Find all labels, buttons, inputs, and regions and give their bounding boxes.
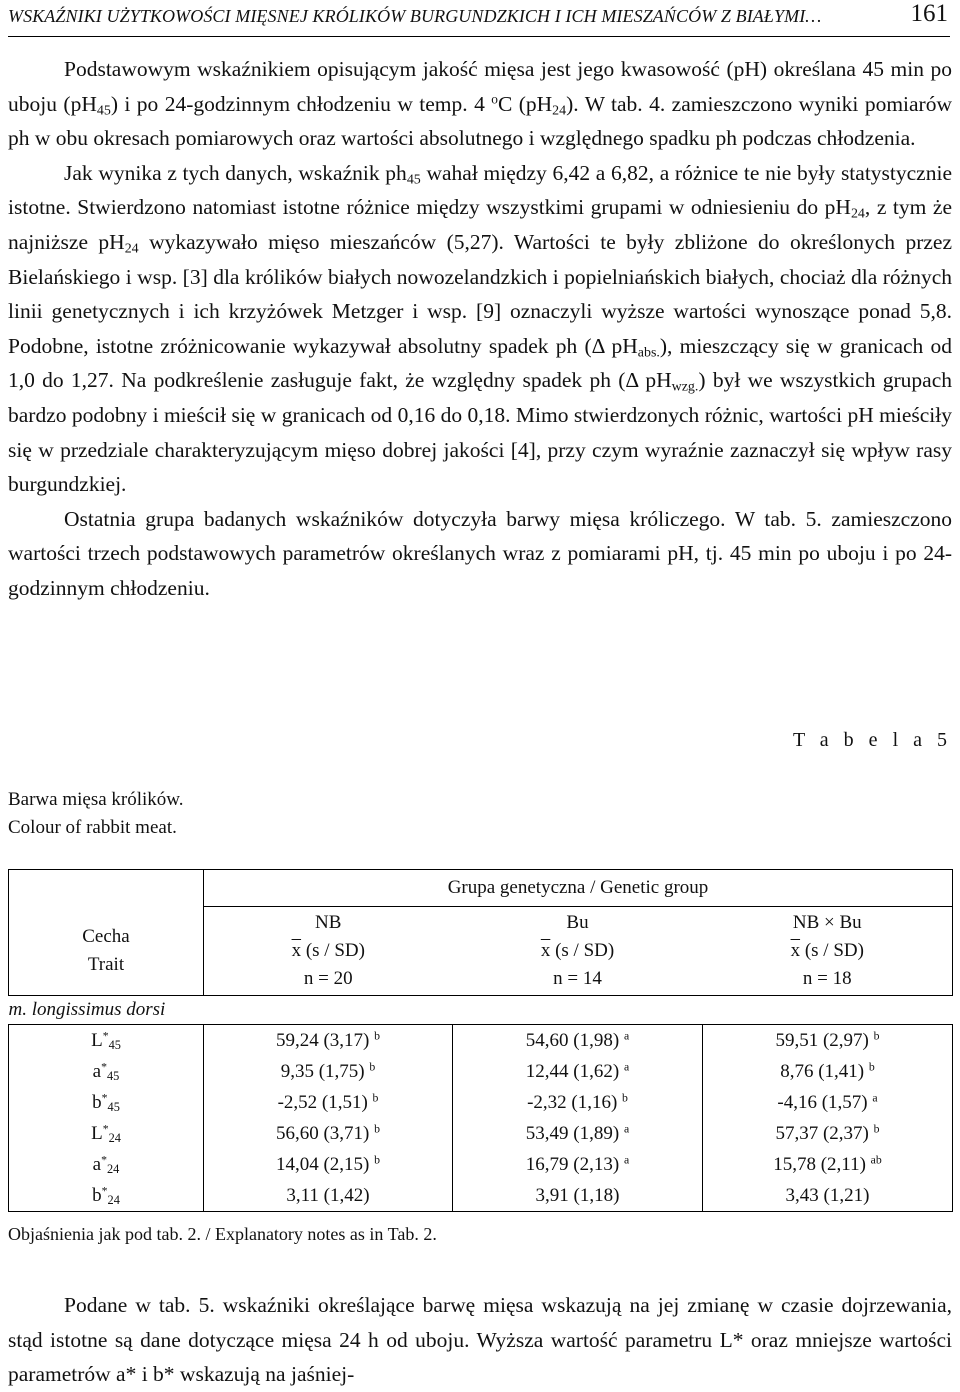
column-n: n = 14 bbox=[553, 968, 602, 989]
paragraph-1: Podstawowym wskaźnikiem opisującym jakość mięsa jest jego kwasowość (pH) określana 45 min po uboju $(pH_{45})$ i po 24-godzinnym chłodzeniu w temp. 4 $^o$C $(pH_{24})$. W tab. 4. zamieszczono wyniki pomiarów ph w obu okresach pomiarowych oraz wartości absolutnego i względnego spadku ph podczas chłodzenia. bbox=[8, 57, 952, 151]
column-name: NB bbox=[315, 912, 342, 933]
table-body bbox=[9, 1025, 953, 1212]
trait-cell: $a^*_{24}$ bbox=[9, 1149, 204, 1180]
trait-cell: $b^*_{24}$ bbox=[9, 1180, 204, 1212]
trait-cell: $L^*_{24}$ bbox=[9, 1118, 204, 1149]
column-name: NB × Bu bbox=[792, 912, 862, 933]
column-header-nb: NB $\overline{x}$ (s / SD) n = 20 bbox=[204, 907, 453, 996]
value-cell: 59,24 (3,17) $^b$ bbox=[204, 1025, 453, 1057]
table-label: T a b e l a 5 bbox=[792, 729, 952, 751]
trait-header-spacer bbox=[9, 870, 204, 907]
value-cell: 3,11 (1,42) bbox=[204, 1180, 453, 1212]
column-name: Bu bbox=[566, 912, 589, 933]
value-cell: -4,16 (1,57) $^a$ bbox=[703, 1087, 953, 1118]
paragraph-3: Ostatnia grupa badanych wskaźników dotyczyła barwy mięsa króliczego. W tab. 5. zamieszczono wartości trzech podstawowych parametrów określanych wraz z pomiarami pH, tj. 45 min po uboju i po 24-godzinnym chłodzeniu. bbox=[8, 506, 952, 600]
table-row bbox=[9, 1149, 953, 1180]
value-cell: 59,51 (2,97) $^b$ bbox=[703, 1025, 953, 1057]
page-number: 161 bbox=[910, 0, 948, 27]
value-cell: 8,76 (1,41) $^b$ bbox=[703, 1056, 953, 1087]
mean-symbol: $\overline{x}$ bbox=[540, 940, 551, 961]
muscle-label: m. longissimus dorsi bbox=[9, 996, 953, 1025]
caption-english: Colour of rabbit meat. bbox=[8, 817, 177, 838]
group-header: Grupa genetyczna / Genetic group bbox=[204, 870, 953, 907]
caption-polish: Barwa mięsa królików. bbox=[8, 789, 184, 810]
value-cell: 56,60 (3,71) $^b$ bbox=[204, 1118, 453, 1149]
value-cell: 57,37 (2,37) $^b$ bbox=[703, 1118, 953, 1149]
mean-symbol: $\overline{x}$ bbox=[790, 940, 801, 961]
body-text-upper bbox=[8, 52, 952, 606]
table-caption bbox=[8, 786, 184, 842]
value-cell: 3,43 (1,21) bbox=[703, 1180, 953, 1212]
value-cell: -2,32 (1,16) $^b$ bbox=[453, 1087, 703, 1118]
table-row bbox=[9, 1056, 953, 1087]
value-cell: 16,79 (2,13) $^a$ bbox=[453, 1149, 703, 1180]
table-row bbox=[9, 1087, 953, 1118]
paragraph-4: Podane w tab. 5. wskaźniki określające barwę mięsa wskazują na jej zmianę w czasie dojrzewania, stąd istotne są dane dotyczące mięsa 24 h od uboju. Wyższa wartość parametru L* oraz mniejsze wartości parametrów a* i b* wskazują na jaśniej- bbox=[8, 1293, 952, 1387]
column-n: n = 20 bbox=[303, 968, 353, 989]
running-title: WSKAŹNIKI UŻYTKOWOŚCI MIĘSNEJ KRÓLIKÓW BURGUNDZKICH I ICH MIESZAŃCÓW Z BIAŁYMI… bbox=[8, 6, 822, 26]
column-n: n = 18 bbox=[802, 968, 852, 989]
value-cell: 3,91 (1,18) bbox=[453, 1180, 703, 1212]
table-row bbox=[9, 1025, 953, 1057]
trait-cell: $b^*_{45}$ bbox=[9, 1087, 204, 1118]
paragraph-2: Jak wynika z tych danych, wskaźnik $ph_{45}$ wahał między 6,42 a 6,82, a różnice te nie były statystycznie istotne. Stwierdzono natomiast istotne różnice między wszystkimi grupami w odniesieniu do $pH_{24}$, z tym że najniższe $pH_{24}$ wykazywało mięso mieszańców (5,27). Wartości te były zbliżone do określonych przez Bielańskiego i wsp. [3] dla królików białych nowozelandzkich i popielniańskich białych, chociaż dla różnych linii genetycznych i ich krzyżówek Metzger i wsp. [9] oznaczyli wyższe wartości wynoszące ponad 5,8. Podobne, istotne zróżnicowanie wykazywał absolutny spadek ph (Δ $pH_{abs.}$), mieszczący się w granicach od 1,0 do 1,27. Na podkreślenie zasługuje fakt, że względny spadek ph (Δ $pH_{wzg.}$) był we wszystkich grupach bardzo podobny i mieścił się w granicach od 0,16 do 0,18. Mimo stwierdzonych różnic, wartości pH mieściły się w przedziale charakteryzującym mięso dobrej jakości [4], przy czym wyraźnie zaznaczył się wpływ rasy burgundzkiej. bbox=[8, 160, 953, 497]
running-header bbox=[8, 0, 950, 37]
column-header-nb-bu: NB × Bu $\overline{x}$ (s / SD) n = 18 bbox=[703, 907, 953, 996]
trait-header: Cecha Trait bbox=[9, 907, 204, 996]
value-cell: -2,52 (1,51) $^b$ bbox=[204, 1087, 453, 1118]
table-row bbox=[9, 1180, 953, 1212]
table-row bbox=[9, 1118, 953, 1149]
value-cell: 15,78 (2,11) $^{ab}$ bbox=[703, 1149, 953, 1180]
value-cell: 14,04 (2,15) $^b$ bbox=[204, 1149, 453, 1180]
table-notes: Objaśnienia jak pod tab. 2. / Explanatory notes as in Tab. 2. bbox=[8, 1224, 437, 1244]
value-cell: 54,60 (1,98) $^a$ bbox=[453, 1025, 703, 1057]
value-cell: 53,49 (1,89) $^a$ bbox=[453, 1118, 703, 1149]
trait-cell: $L^*_{45}$ bbox=[9, 1025, 204, 1057]
mean-symbol: $\overline{x}$ bbox=[291, 940, 302, 961]
trait-cell: $a^*_{45}$ bbox=[9, 1056, 204, 1087]
column-header-bu: Bu $\overline{x}$ (s / SD) n = 14 bbox=[453, 907, 703, 996]
body-text-lower bbox=[8, 1288, 952, 1392]
colour-table bbox=[8, 869, 952, 1212]
value-cell: 9,35 (1,75) $^b$ bbox=[204, 1056, 453, 1087]
value-cell: 12,44 (1,62) $^a$ bbox=[453, 1056, 703, 1087]
